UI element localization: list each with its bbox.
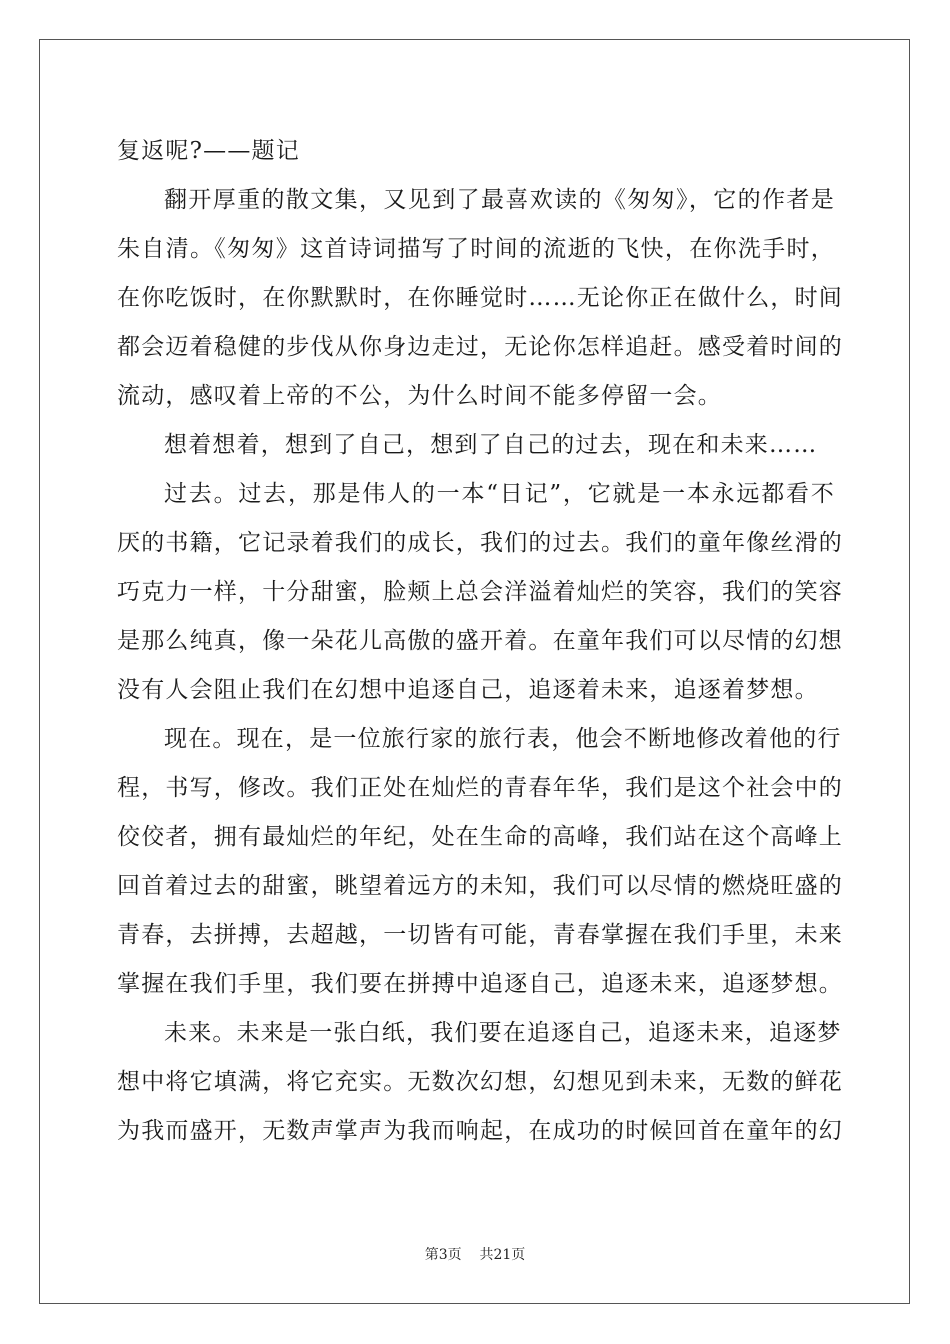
text-line: 佼佼者，拥有最灿烂的年纪，处在生命的高峰，我们站在这个高峰上	[117, 824, 843, 850]
text-line: 程，书写，修改。我们正处在灿烂的青春年华，我们是这个社会中的	[117, 775, 843, 801]
text-line: 朱自清。《匆匆》这首诗词描写了时间的流逝的飞快，在你洗手时，	[117, 236, 835, 262]
text-line: 掌握在我们手里，我们要在拼搏中追逐自己，追逐未来，追逐梦想。	[117, 971, 843, 997]
text-line: 没有人会阻止我们在幻想中追逐自己，追逐着未来，追逐着梦想。	[117, 677, 819, 703]
text-line: 厌的书籍，它记录着我们的成长，我们的过去。我们的童年像丝滑的	[117, 530, 843, 556]
text-line: 巧克力一样，十分甜蜜，脸颊上总会洋溢着灿烂的笑容，我们的笑容	[117, 579, 843, 605]
page-number: 第3页	[424, 1247, 462, 1263]
text-line: 过去。过去，那是伟人的一本“日记”，它就是一本永远都看不	[164, 481, 835, 507]
text-line: 翻开厚重的散文集，又见到了最喜欢读的《匆匆》，它的作者是	[164, 187, 835, 213]
text-line: 流动，感叹着上帝的不公，为什么时间不能多停留一会。	[117, 383, 722, 409]
text-line: 未来。未来是一张白纸，我们要在追逐自己，追逐未来，追逐梦	[164, 1020, 842, 1046]
text-line: 现在。现在，是一位旅行家的旅行表，他会不断地修改着他的行	[164, 726, 842, 752]
text-line: 是那么纯真，像一朵花儿高傲的盛开着。在童年我们可以尽情的幻想	[117, 628, 843, 654]
text-line: 为我而盛开，无数声掌声为我而响起，在成功的时候回首在童年的幻	[117, 1118, 843, 1144]
page-total: 共21页	[479, 1247, 526, 1263]
text-line: 想着想着，想到了自己，想到了自己的过去，现在和未来……	[164, 432, 818, 458]
text-line: 青春，去拼搏，去超越，一切皆有可能，青春掌握在我们手里，未来	[117, 922, 843, 948]
text-line: 复返呢?——题记	[117, 138, 300, 164]
text-line: 回首着过去的甜蜜，眺望着远方的未知，我们可以尽情的燃烧旺盛的	[117, 873, 843, 899]
document-body	[117, 127, 843, 1156]
text-line: 在你吃饭时，在你默默时，在你睡觉时……无论你正在做什么，时间	[117, 285, 843, 311]
text-line: 都会迈着稳健的步伐从你身边走过，无论你怎样追赶。感受着时间的	[117, 334, 843, 360]
page-footer	[0, 1244, 950, 1264]
text-line: 想中将它填满，将它充实。无数次幻想，幻想见到未来，无数的鲜花	[117, 1069, 843, 1095]
